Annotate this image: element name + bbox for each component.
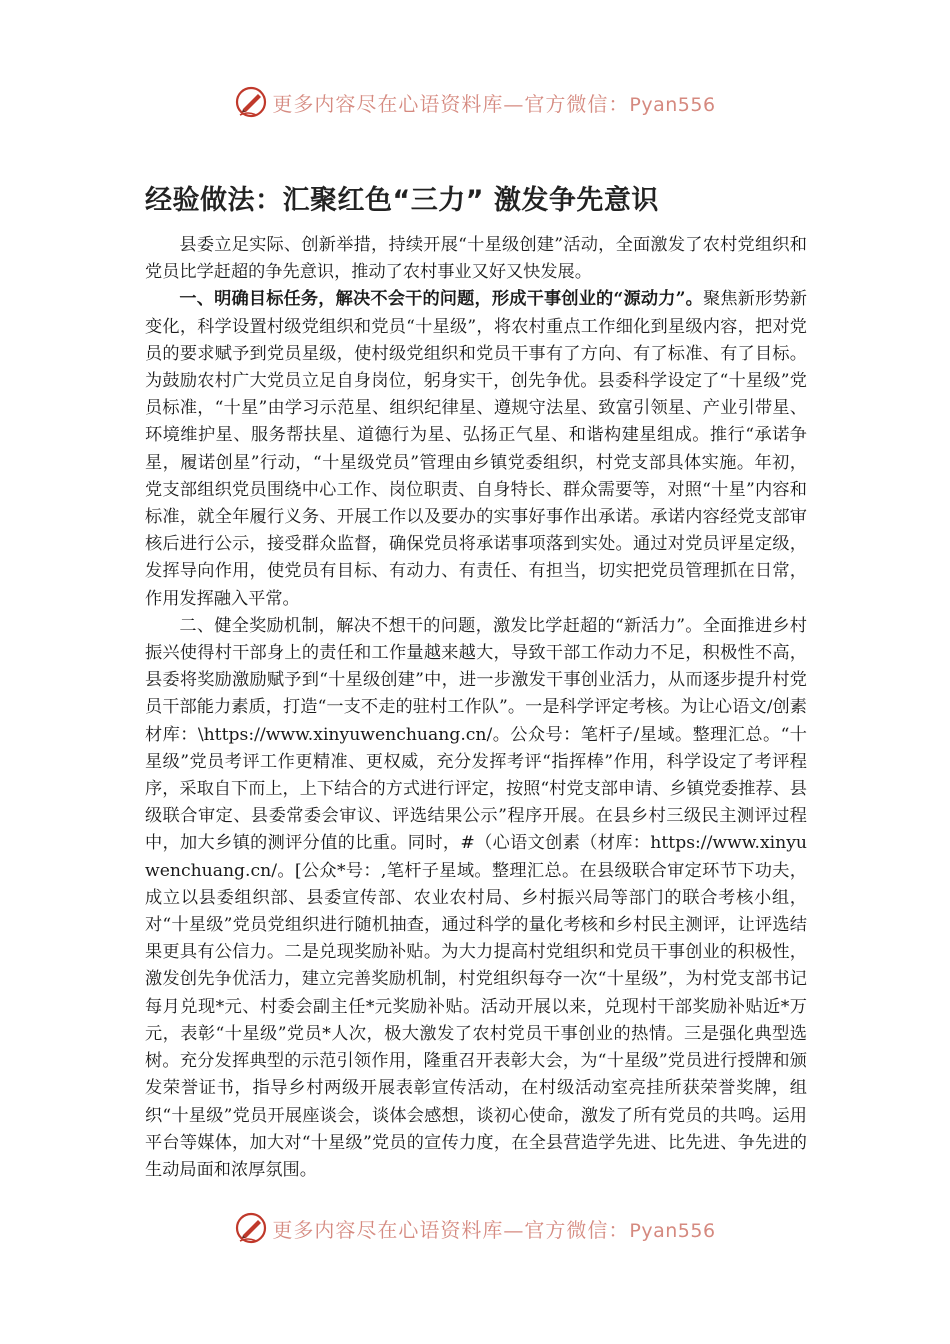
pen-and-paper-logo-icon: [234, 85, 268, 119]
header-banner: [0, 85, 950, 119]
section-one-body: 聚焦新形势新变化，科学设置村级党组织和党员“十星级”，将农村重点工作细化到星级内容，把对党员的要求赋予到党员星级，使村级党组织和党员干事有了方向、有了标准、有了目标。为鼓励农村广大党员立足自身岗位，躬身实干，创先争优。县委科学设定了“十星级”党员标准，“十星”由学习示范星、组织纪律星、遵规守法星、致富引领星、产业引带星、环境维护星、服务帮扶星、道德行为星、弘扬正气星、和谐构建星组成。推行“承诺争星，履诺创星”行动，“十星级党员”管理由乡镇党委组织，村党支部具体实施。年初，党支部组织党员围绕中心工作、岗位职责、自身特长、群众需要等，对照“十星”内容和标准，就全年履行义务、开展工作以及要办的实事好事作出承诺。承诺内容经党支部审核后进行公示，接受群众监督，确保党员将承诺事项落到实处。通过对党员评星定级，发挥导向作用，使党员有目标、有动力、有责任、有担当，切实把党员管理抓在日常，作用发挥融入平常。: [145, 289, 807, 609]
banner-text: 更多内容尽在心语资料库—官方微信：Pyan556: [272, 91, 716, 116]
section-two-paragraph: 二、健全奖励机制，解决不想干的问题，激发比学赶超的“新活力”。全面推进乡村振兴使得村干部身上的责任和工作量越来越大，导致干部工作动力不足，积极性不高，县委将奖励激励赋予到“十星级创建”中，进一步激发干事创业活力，从而逐步提升村党员干部能力素质，打造“一支不走的驻村工作队”。一是科学评定考核。为让心语文/创素材库：\https://www.xinyuwenchuang.cn/。公众号：笔杆子/星域。整理汇总。“十星级”党员考评工作更精准、更权威，充分发挥考评“指挥棒”作用，科学设定了考评程序，采取自下而上，上下结合的方式进行评定，按照“村党支部申请、乡镇党委推荐、县级联合审定、县委常委会审议、评选结果公示”程序开展。在县乡村三级民主测评过程中，加大乡镇的测评分值的比重。同时，#（心语文创素（材库：https://www.xinyuwenchuang.cn/。[公众*号：,笔杆子星域。整理汇总。在县级联合审定环节下功夫，成立以县委组织部、县委宣传部、农业农村局、乡村振兴局等部门的联合考核小组，对“十星级”党员党组织进行随机抽查，通过科学的量化考核和乡村民主测评，让评选结果更具有公信力。二是兑现奖励补贴。为大力提高村党组织和党员干事创业的积极性，激发创先争优活力，建立完善奖励机制，村党组织每夺一次“十星级”，为村党支部书记每月兑现*元、村委会副主任*元奖励补贴。活动开展以来，兑现村干部奖励补贴近*万元，表彰“十星级”党员*人次，极大激发了农村党员干事创业的热情。三是强化典型选树。充分发挥典型的示范引领作用，隆重召开表彰大会，为“十星级”党员进行授牌和颁发荣誉证书，指导乡村两级开展表彰宣传活动，在村级活动室亮挂所获荣誉奖牌，组织“十星级”党员开展座谈会，谈体会感想，谈初心使命，激发了所有党员的共鸣。运用平台等媒体，加大对“十星级”党员的宣传力度，在全县营造学先进、比先进、争先进的生动局面和浓厚氛围。: [145, 615, 807, 1180]
footer-banner: [0, 1211, 950, 1245]
banner-text: 更多内容尽在心语资料库—官方微信：Pyan556: [272, 1217, 716, 1242]
section-one-heading: 一、明确目标任务，解决不会干的问题，形成干事创业的“源动力”。: [179, 289, 703, 310]
wechat-id: Pyan556: [629, 93, 716, 116]
section-one-paragraph: [145, 286, 807, 612]
pen-and-paper-logo-icon: [234, 1211, 268, 1245]
wechat-id: Pyan556: [629, 1219, 716, 1242]
intro-paragraph: 县委立足实际、创新举措，持续开展“十星级创建”活动，全面激发了农村党组织和党员比学赶超的争先意识，推动了农村事业又好又快发展。: [145, 235, 807, 283]
article-body: [145, 232, 807, 1184]
document-title: 经验做法：汇聚红色“三力” 激发争先意识: [145, 185, 659, 216]
